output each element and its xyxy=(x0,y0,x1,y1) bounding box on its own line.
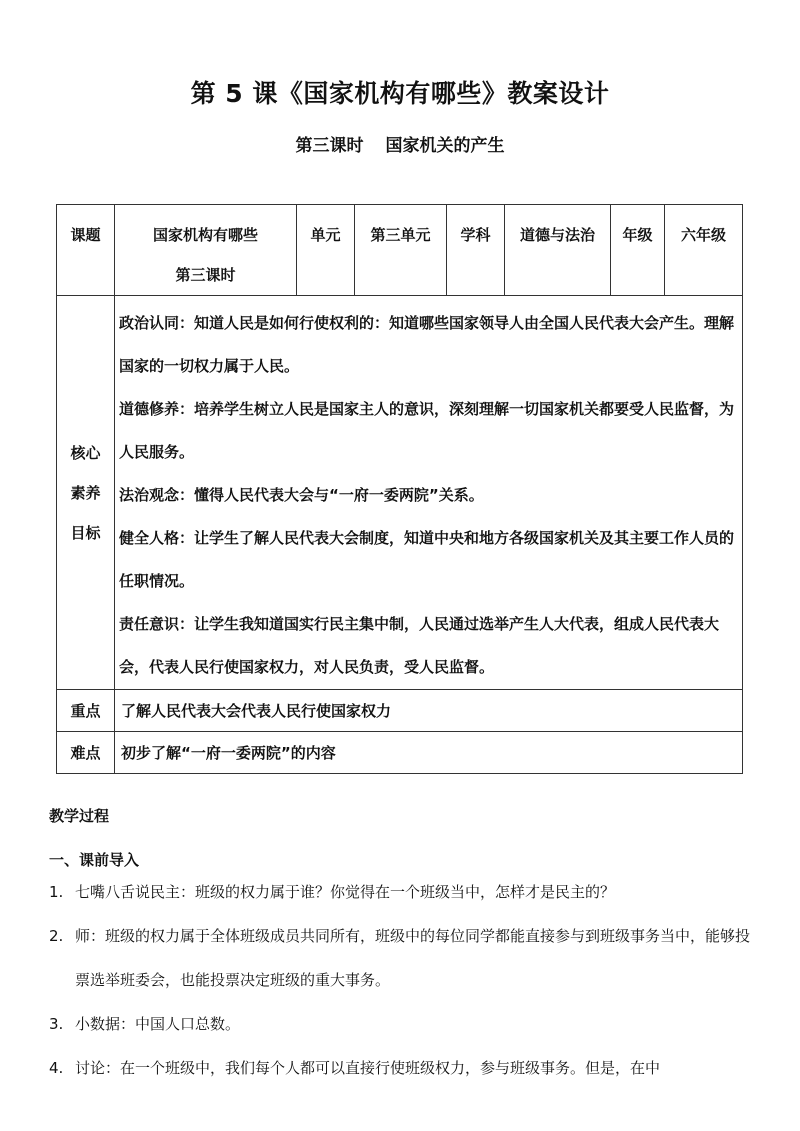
core-goal-item: 责任意识：让学生我知道国实行民主集中制，人民通过选举产生人大代表，组成人民代表大会，代表人民行使国家权力，对人民负责，受人民监督。 xyxy=(119,615,720,676)
topic-value-cell xyxy=(115,205,297,296)
difficulty-value: 初步了解“一府一委两院”的内容 xyxy=(115,732,743,774)
list-item: 4. 讨论：在一个班级中，我们每个人都可以直接行使班级权力，参与班级事务。但是，在中 xyxy=(49,1059,661,1077)
key-point-value: 了解人民代表大会代表人民行使国家权力 xyxy=(115,690,743,732)
subject-value-cell: 道德与法治 xyxy=(505,205,611,296)
subtitle-lesson: 第三课时 xyxy=(295,136,364,156)
topic-label-cell: 课题 xyxy=(57,205,115,296)
list-item: 2. 师：班级的权力属于全体班级成员共同所有，班级中的每位同学都能直接参与到班级事务当中，能够投票选举班委会，也能投票决定班级的重大事务。 xyxy=(49,927,751,989)
grade-label-cell: 年级 xyxy=(611,205,665,296)
intro-steps-list xyxy=(49,870,761,1090)
core-goals-label-cell: 核心 素养 目标 xyxy=(57,296,115,690)
unit-value-cell: 第三单元 xyxy=(355,205,447,296)
document-subtitle xyxy=(0,131,800,156)
header-row xyxy=(57,205,743,296)
list-item: 3. 小数据：中国人口总数。 xyxy=(49,1015,241,1033)
core-goal-item: 健全人格：让学生了解人民代表大会制度，知道中央和地方各级国家机关及其主要工作人员的任职情况。 xyxy=(119,529,735,590)
subtitle-topic: 国家机关的产生 xyxy=(385,136,505,156)
process-heading: 教学过程 xyxy=(49,807,110,825)
key-point-label: 重点 xyxy=(57,690,115,732)
core-goals-row xyxy=(57,296,743,690)
topic-line1: 国家机构有哪些 xyxy=(152,226,258,244)
topic-line2: 第三课时 xyxy=(175,266,236,284)
core-goal-item: 道德修养：培养学生树立人民是国家主人的意识，深刻理解一切国家机关都要受人民监督，为人民服务。 xyxy=(119,400,735,461)
core-goals-text-cell xyxy=(115,296,743,690)
document-title: 第 5 课《国家机构有哪些》教案设计 xyxy=(190,79,610,108)
difficulty-label: 难点 xyxy=(57,732,115,774)
grade-value-cell: 六年级 xyxy=(665,205,743,296)
lesson-info-table xyxy=(56,204,743,774)
section-intro-heading: 一、课前导入 xyxy=(49,851,140,869)
subject-label-cell: 学科 xyxy=(447,205,505,296)
difficulty-row xyxy=(57,732,743,774)
core-goal-item: 法治观念：懂得人民代表大会与“一府一委两院”关系。 xyxy=(119,486,484,504)
core-goal-item: 政治认同：知道人民是如何行使权利的：知道哪些国家领导人由全国人民代表大会产生。理解国家的一切权力属于人民。 xyxy=(119,314,735,375)
key-point-row xyxy=(57,690,743,732)
unit-label-cell: 单元 xyxy=(297,205,355,296)
list-item: 1. 七嘴八舌说民主：班级的权力属于谁？你觉得在一个班级当中，怎样才是民主的？ xyxy=(49,883,616,901)
